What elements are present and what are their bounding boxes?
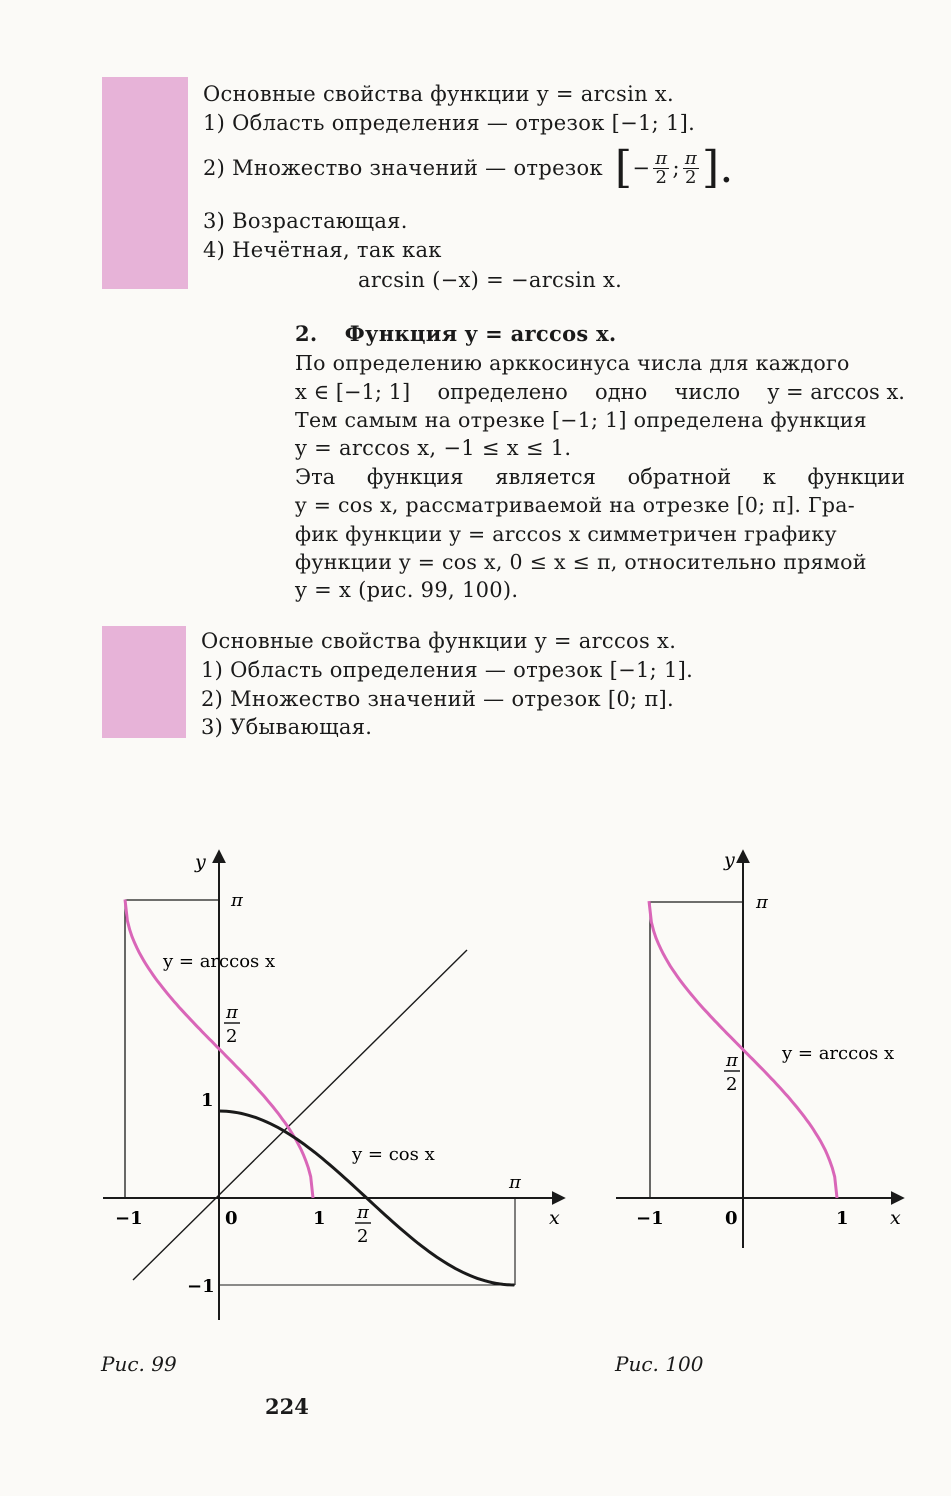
p1l2-w4: y = arccos x. bbox=[767, 380, 905, 404]
fig99-halfpi-num: π bbox=[226, 1002, 238, 1023]
section-p2-line5: y = x (рис. 99, 100). bbox=[295, 578, 519, 602]
box1-item4: 4) Нечётная, так как bbox=[203, 238, 442, 262]
section-p1-line2 bbox=[295, 380, 905, 404]
box1-item2-frac2 bbox=[683, 147, 699, 188]
section-p2-line3: фик функции y = arccos x симметричен графику bbox=[295, 522, 837, 546]
box1-item2-open: [ bbox=[614, 142, 633, 193]
section-heading-text: Функция y = arccos x. bbox=[344, 321, 617, 346]
box1-item2-prefix: 2) Множество значений — отрезок bbox=[203, 156, 603, 180]
fig99-xhalf-den: 2 bbox=[357, 1226, 369, 1247]
p2l1-w4: к bbox=[762, 465, 776, 489]
fig99-arccos-label: y = arccos x bbox=[163, 951, 276, 972]
box1-item1: 1) Область определения — отрезок [−1; 1]. bbox=[203, 111, 696, 135]
box2-item1: 1) Область определения — отрезок [−1; 1]. bbox=[201, 658, 694, 682]
p1l2-w1: определено bbox=[437, 380, 568, 404]
section-p1-line3: Тем самым на отрезке [−1; 1] определена функция bbox=[295, 408, 867, 432]
frac2-num: π bbox=[684, 147, 697, 169]
fig100-caption: Рис. 100 bbox=[615, 1352, 704, 1376]
fig99-zero: 0 bbox=[225, 1208, 238, 1229]
box1-marker bbox=[102, 77, 188, 289]
fig100-x-label: x bbox=[890, 1207, 901, 1229]
fig99-caption: Рис. 99 bbox=[101, 1352, 177, 1376]
fig99-line-y-eq-x bbox=[133, 950, 467, 1280]
fig100-halfpi-den: 2 bbox=[726, 1074, 738, 1095]
fig100-zero: 0 bbox=[725, 1208, 738, 1229]
p2l1-w5: функции bbox=[807, 465, 905, 489]
section-heading-num: 2. bbox=[295, 321, 318, 346]
box2-marker bbox=[102, 626, 186, 738]
fig99-halfpi-den: 2 bbox=[226, 1026, 238, 1047]
box1-item2-minus: − bbox=[632, 156, 651, 180]
section-p1-line1: По определению арккосинуса числа для каждого bbox=[295, 351, 850, 375]
p1l2-w2: одно bbox=[595, 380, 648, 404]
frac2-den: 2 bbox=[685, 166, 697, 188]
fig99-minus-one-x: −1 bbox=[115, 1208, 143, 1229]
fig100-arccos-label: y = arccos x bbox=[782, 1043, 895, 1064]
box1-item3: 3) Возрастающая. bbox=[203, 209, 408, 233]
box2-item2: 2) Множество значений — отрезок [0; π]. bbox=[201, 687, 674, 711]
box2-item3: 3) Убывающая. bbox=[201, 715, 373, 739]
fig99-y-label: y bbox=[195, 851, 206, 873]
fig100-minus-one-x: −1 bbox=[636, 1208, 664, 1229]
fig99-pi-right: π bbox=[509, 1172, 521, 1193]
fig100-halfpi-num: π bbox=[726, 1050, 738, 1071]
frac1-num: π bbox=[655, 147, 668, 169]
fig99-pi-top: π bbox=[231, 890, 243, 911]
box1-item2-close: ]. bbox=[701, 142, 734, 193]
fig99-minus-one-y: −1 bbox=[187, 1276, 215, 1297]
p2l1-w1: функция bbox=[366, 465, 464, 489]
section-p2-line2: y = cos x, рассматриваемой на отрезке [0; π]. Гра- bbox=[295, 493, 856, 517]
section-p2-line4: функции y = cos x, 0 ≤ x ≤ π, относительно прямой bbox=[295, 550, 867, 574]
section-heading bbox=[295, 321, 617, 346]
section-p2-line1 bbox=[295, 465, 905, 489]
p1l2-w0: x ∈ [−1; 1] bbox=[295, 380, 411, 404]
fig99-one-y: 1 bbox=[201, 1090, 214, 1111]
fig99-xhalf-num: π bbox=[357, 1202, 369, 1223]
section-p1-line4: y = arccos x, −1 ≤ x ≤ 1. bbox=[295, 436, 572, 460]
box2-title: Основные свойства функции y = arccos x. bbox=[201, 629, 677, 653]
box1-item2-frac1 bbox=[653, 147, 669, 188]
box1-title: Основные свойства функции y = arcsin x. bbox=[203, 82, 675, 106]
p2l1-w3: обратной bbox=[627, 465, 732, 489]
p1l2-w3: число bbox=[674, 380, 741, 404]
frac1-den: 2 bbox=[655, 166, 668, 188]
p2l1-w0: Эта bbox=[295, 465, 336, 489]
fig100-one-x: 1 bbox=[836, 1208, 849, 1229]
fig99-one-x: 1 bbox=[313, 1208, 326, 1229]
box1-item2 bbox=[203, 142, 734, 193]
p2l1-w2: является bbox=[495, 465, 596, 489]
fig100-y-label: y bbox=[724, 849, 735, 871]
fig100-pi-top: π bbox=[756, 892, 768, 913]
box1-formula: arcsin (−x) = −arcsin x. bbox=[358, 268, 623, 292]
fig99-cos-label: y = cos x bbox=[352, 1144, 435, 1165]
page-number: 224 bbox=[265, 1394, 309, 1419]
figure-99 bbox=[95, 840, 575, 1330]
box1-item2-sep: ; bbox=[672, 156, 680, 180]
figure-100 bbox=[610, 840, 910, 1260]
fig99-x-label: x bbox=[549, 1207, 560, 1229]
